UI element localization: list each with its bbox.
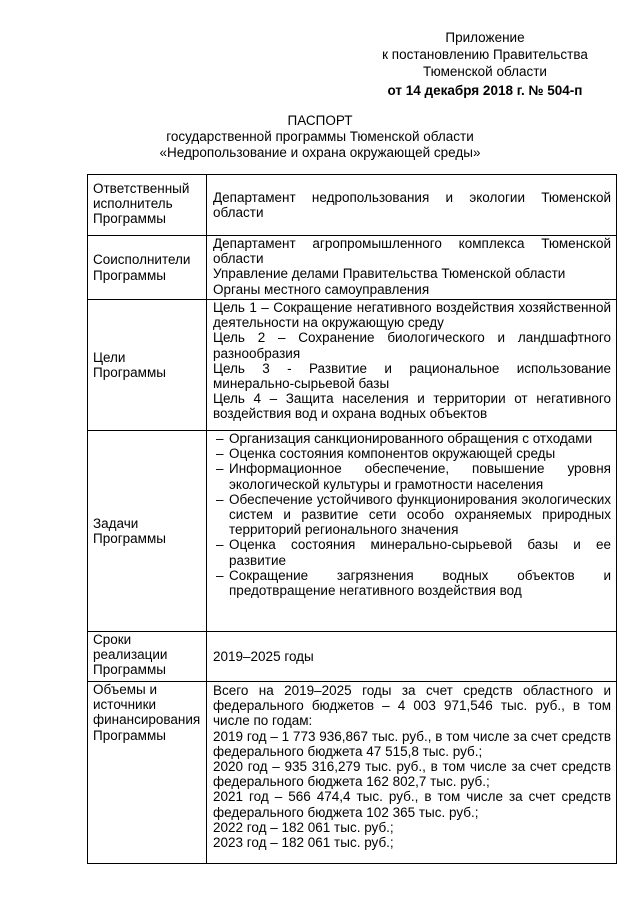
row-financing-value xyxy=(207,682,617,864)
task-item: – Информационное обеспечение, повышение уровня экологической культуры и грамотности населения xyxy=(213,461,611,491)
document-title xyxy=(80,113,560,161)
row-terms xyxy=(88,632,617,682)
financing-item: 2023 год – 182 061 тыс. руб.; xyxy=(213,835,394,851)
row-goals xyxy=(88,300,617,431)
task-item: – Сокращение загрязнения водных объектов и предотвращение негативного воздействия вод xyxy=(213,568,611,598)
coexecutor-item: Управление делами Правительства Тюменской области xyxy=(213,266,566,282)
row-tasks xyxy=(88,431,617,632)
coexecutor-item: Департамент агропромышленного комплекса Тюменской области xyxy=(213,236,611,267)
row-coexecutors-label: Соисполнители Программы xyxy=(88,236,207,300)
financing-item: 2019 год – 1 773 936,867 тыс. руб., в том числе за счет средств федерального бюджета 47 515,8 тыс. руб.; xyxy=(213,728,611,759)
appendix-title: Приложение xyxy=(445,30,525,45)
task-item: – Оценка состояния минерально-сырьевой базы и ее развитие xyxy=(213,537,611,567)
task-list xyxy=(213,431,611,598)
passport-heading: ПАСПОРТ xyxy=(287,113,353,128)
financing-item: Всего на 2019–2025 годы за счет средств областного и федерального бюджетов – 4 003 971,546 тыс. руб., в том числе по годам: xyxy=(213,683,611,729)
task-item: – Обеспечение устойчивого функционирования экологических систем и развитие сети особо охраняемых природных территорий регионального значения xyxy=(213,492,611,538)
row-financing xyxy=(88,682,617,864)
task-item: – Организация санкционированного обращения с отходами xyxy=(213,431,611,446)
goal-item: Цель 2 – Сохранение биологического и ландшафтного разнообразия xyxy=(213,330,611,361)
row-coexecutors-value xyxy=(207,236,617,300)
row-executor xyxy=(88,175,617,236)
financing-item: 2020 год – 935 316,279 тыс. руб., в том числе за счет средств федерального бюджета 162 802,7 тыс. руб.; xyxy=(213,759,611,790)
financing-item: 2021 год – 566 474,4 тыс. руб., в том числе за счет средств федерального бюджета 102 365 тыс. руб.; xyxy=(213,789,611,820)
goal-item: Цель 4 – Защита населения и территории от негативного воздействия вод и охрана водных объектов xyxy=(213,391,611,422)
goal-item: Цель 1 – Сокращение негативного воздействия хозяйственной деятельности на окружающую среду xyxy=(213,300,611,331)
appendix-decree-line: к постановлению Правительства xyxy=(382,47,588,62)
task-item: – Оценка состояния компонентов окружающей среды xyxy=(213,446,611,461)
coexecutor-item: Органы местного самоуправления xyxy=(213,281,430,297)
row-tasks-value xyxy=(207,431,617,632)
row-goals-value xyxy=(207,300,617,431)
row-coexecutors xyxy=(88,236,617,300)
row-goals-label: Цели Программы xyxy=(88,300,207,431)
goal-item: Цель 3 - Развитие и рациональное использование минерально-сырьевой базы xyxy=(213,360,611,392)
row-financing-label: Объемы и источники финансирования Программы xyxy=(88,682,207,864)
row-executor-label: Ответственный исполнитель Программы xyxy=(88,175,207,236)
financing-item: 2022 год – 182 061 тыс. руб.; xyxy=(213,819,394,835)
row-terms-value: 2019–2025 годы xyxy=(207,632,617,682)
appendix-header xyxy=(360,29,610,99)
passport-table xyxy=(87,174,617,864)
appendix-region-line: Тюменской области xyxy=(423,64,547,79)
row-executor-value: Департамент недропользования и экологии Тюменской области xyxy=(207,175,617,236)
program-name-line: «Недропользование и охрана окружающей среды» xyxy=(159,145,481,160)
row-tasks-label: Задачи Программы xyxy=(88,431,207,632)
program-type-line: государственной программы Тюменской области xyxy=(166,129,474,144)
appendix-date-number: от 14 декабря 2018 г. № 504-п xyxy=(387,83,583,98)
row-terms-label: Сроки реализации Программы xyxy=(88,632,207,682)
